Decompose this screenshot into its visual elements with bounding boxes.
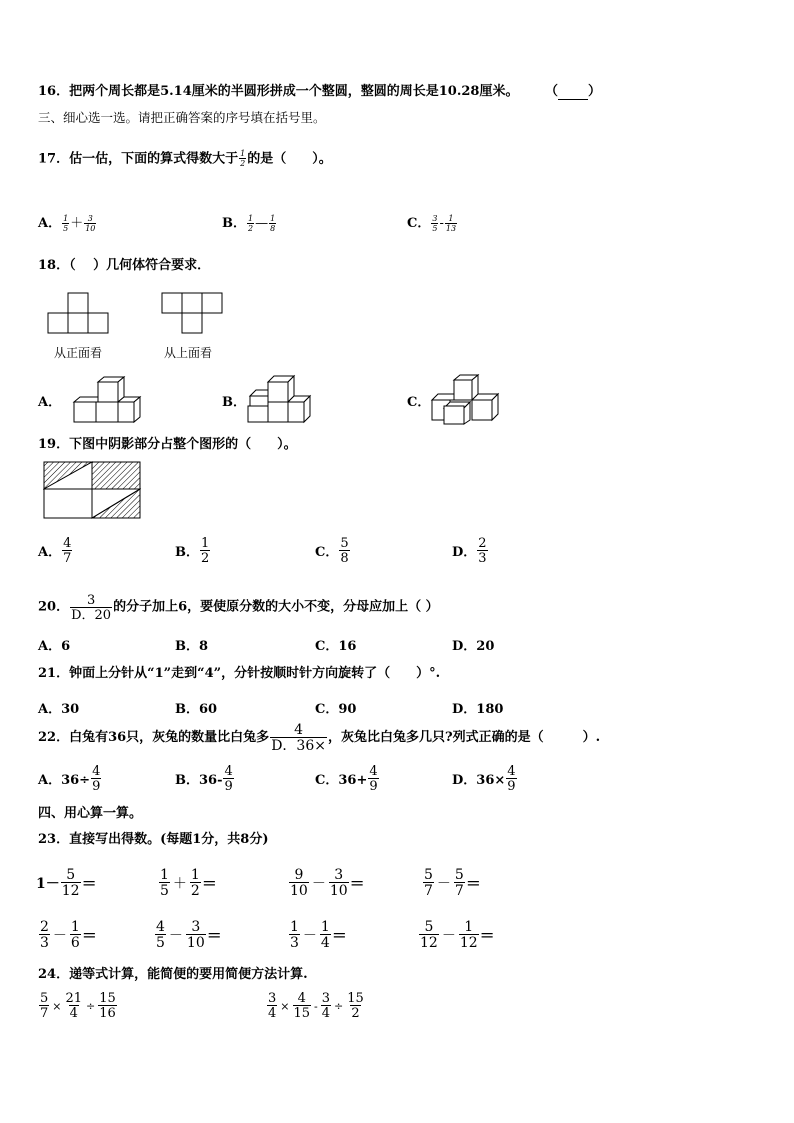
q21-stem: 21．钟面上分针从“1”走到“4”，分针按顺时针方向旋转了（ ）°. xyxy=(38,666,441,681)
q17-option-a[interactable]: A． $\frac{1}{5}$ ＋ $\frac{3}{10}$ xyxy=(38,213,96,233)
q23-expr-7[interactable]: $\frac{1}{3}$ － $\frac{1}{4}$ ＝ xyxy=(290,919,347,951)
q23-expr-2[interactable]: $\frac{1}{5}$ ＋ $\frac{1}{2}$ ＝ xyxy=(160,867,217,899)
q23-expr-4[interactable]: $\frac{5}{7}$ － $\frac{5}{7}$ ＝ xyxy=(424,867,481,899)
q19-option-d[interactable]: D． $\frac{2}{3}$ xyxy=(452,536,487,566)
q21-option-c[interactable]: C．90 xyxy=(315,702,357,717)
q20-option-d[interactable]: D．20 xyxy=(452,639,495,654)
q20-option-c[interactable]: C．16 xyxy=(315,639,357,654)
q18-option-c-solid[interactable] xyxy=(430,374,502,426)
q16-paren-left: （ xyxy=(545,84,559,99)
top-view-caption: 从上面看 xyxy=(164,346,213,360)
q22-stem: 22．白兔有36只，灰兔的数量比白兔多 $\frac{4}{D.36\times}$ ，灰兔比白兔多几只?列式正确的是（ ）. xyxy=(38,722,601,754)
q18-stem: 18．（ ）几何体符合要求． xyxy=(38,258,211,273)
q23-expr-6[interactable]: $\frac{4}{5}$ － $\frac{3}{10}$ ＝ xyxy=(156,919,222,951)
q22-option-b[interactable]: B．36- $\frac{4}{9}$ xyxy=(175,764,233,794)
q21-option-d[interactable]: D．180 xyxy=(452,702,504,717)
q17-stem xyxy=(38,150,332,168)
q22-option-c[interactable]: C．36+ $\frac{4}{9}$ xyxy=(315,764,378,794)
q24-expr-2[interactable]: $\frac{3}{4}$ × $\frac{4}{15}$ - $\frac{3}{4}$ ÷ $\frac{15}{2}$ xyxy=(268,991,364,1021)
q18-option-b-solid[interactable] xyxy=(246,374,316,426)
q19-shaded-figure xyxy=(43,461,141,519)
q20-option-a[interactable]: A．6 xyxy=(38,639,71,654)
q16-line xyxy=(38,84,601,100)
q22-option-a[interactable]: A．36÷ $\frac{4}{9}$ xyxy=(38,764,101,794)
q18-option-c-label[interactable]: C． xyxy=(407,395,431,410)
q20-option-b[interactable]: B．8 xyxy=(175,639,209,654)
q19-option-c[interactable]: C． $\frac{5}{8}$ xyxy=(315,536,349,566)
q24-stem: 24．递等式计算，能简便的要用简便方法计算. xyxy=(38,967,308,982)
q24-expr-1[interactable]: $\frac{5}{7}$ × $\frac{21}{4}$ ÷ $\frac{15}{16}$ xyxy=(40,991,116,1021)
q23-expr-5[interactable]: $\frac{2}{3}$ － $\frac{1}{6}$ ＝ xyxy=(40,919,97,951)
front-view-diagram xyxy=(46,292,110,336)
q17-stem-tail: 的是（ ）。 xyxy=(247,151,332,167)
q19-option-a[interactable]: A． $\frac{4}{7}$ xyxy=(38,536,72,566)
front-view-caption: 从正面看 xyxy=(54,346,103,360)
q18-option-a-solid[interactable] xyxy=(72,376,144,426)
q19-stem: 19．下图中阴影部分占整个图形的（ ）。 xyxy=(38,437,297,452)
q16-answer-blank[interactable] xyxy=(558,86,588,100)
q16-text: 16．把两个周长都是5.14厘米的半圆形拼成一个整圆，整圆的周长是10.28厘米。 xyxy=(38,84,519,99)
section-3-heading: 三、细心选一选。请把正确答案的序号填在括号里。 xyxy=(38,110,326,125)
top-view-diagram xyxy=(160,292,224,336)
q21-option-a[interactable]: A．30 xyxy=(38,702,80,717)
q21-option-b[interactable]: B．60 xyxy=(175,702,218,717)
q20-stem: 20． $\frac{3}{D.20}$ 的分子加上6，要使原分数的大小不变，分母应加上（ ） xyxy=(38,593,439,623)
q23-expr-3[interactable]: $\frac{9}{10}$ － $\frac{3}{10}$ ＝ xyxy=(290,867,365,899)
q17-option-c[interactable]: C． $\frac{3}{5}$ - $\frac{1}{13}$ xyxy=(407,213,457,233)
q22-option-d[interactable]: D．36× $\frac{4}{9}$ xyxy=(452,764,516,794)
q17-stem-fraction: $\frac{1}{2}$ xyxy=(240,149,246,168)
q18-option-b-label[interactable]: B． xyxy=(222,395,246,410)
q19-option-b[interactable]: B． $\frac{1}{2}$ xyxy=(175,536,210,566)
q23-expr-1[interactable]: 1－ $\frac{5}{12}$ ＝ xyxy=(36,867,97,899)
section-4-heading: 四、用心算一算。 xyxy=(38,806,143,821)
q23-expr-8[interactable]: $\frac{5}{12}$ － $\frac{1}{12}$ ＝ xyxy=(420,919,495,951)
q16-paren-right: ） xyxy=(588,84,602,99)
q17-stem-text: 17．估一估，下面的算式得数大于 xyxy=(38,151,239,167)
q17-option-b[interactable]: B． $\frac{1}{2}$ — $\frac{1}{8}$ xyxy=(222,213,276,233)
q18-option-a-label[interactable]: A． xyxy=(38,395,62,410)
q23-stem: 23．直接写出得数。(每题1分，共8分) xyxy=(38,832,269,847)
